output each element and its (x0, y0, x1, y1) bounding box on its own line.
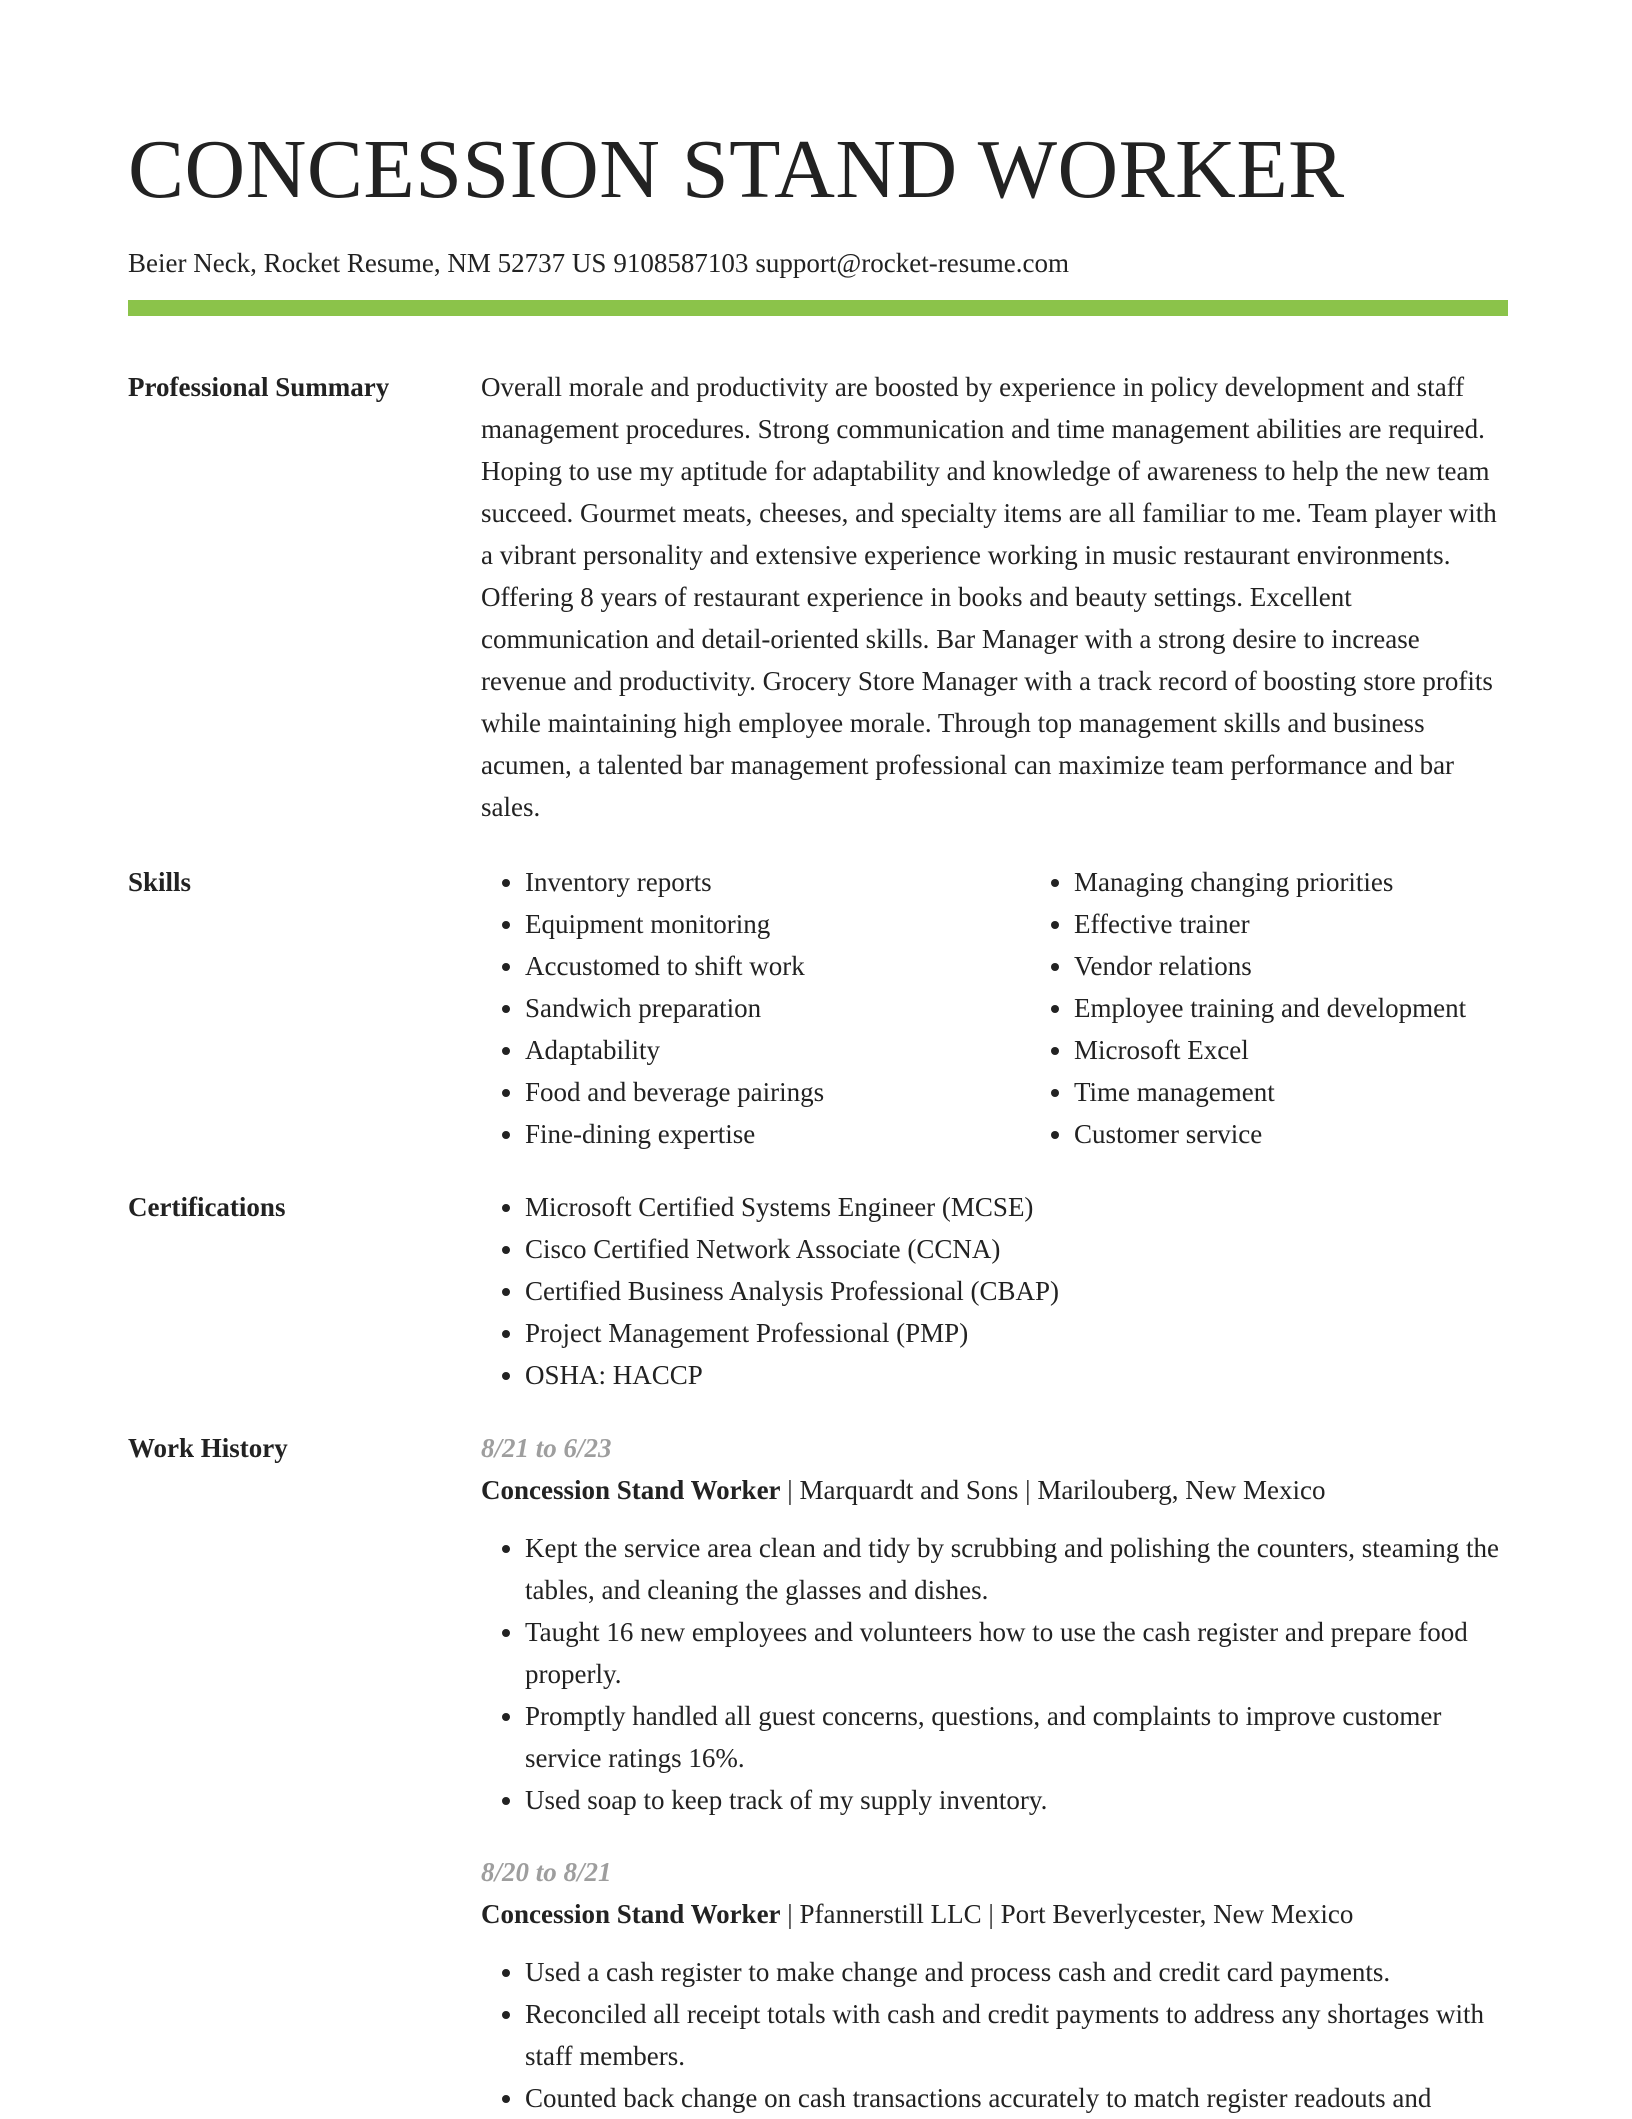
job-duty: • Used soap to keep track of my supply inventory. (525, 1779, 1508, 1821)
job-duties-list (481, 1527, 1508, 1821)
job-heading (481, 1469, 1508, 1511)
certifications-list (481, 1186, 1508, 1396)
skills-list-right (1030, 861, 1579, 1155)
job-dates: 8/20 to 8/21 (481, 1857, 612, 1887)
certifications-heading: Certifications (128, 1192, 286, 1222)
job-title: Concession Stand Worker (481, 1899, 781, 1929)
skill-item: • Sandwich preparation (525, 987, 1030, 1029)
job-employer-location: | Pfannerstill LLC | Port Beverlycester, New Mexico (780, 1899, 1354, 1929)
job-duty: • Kept the service area clean and tidy by scrubbing and polishing the counters, steaming the tables, and cleaning the glasses and dishes. (525, 1527, 1508, 1611)
job-duty: • Used a cash register to make change and process cash and credit card payments. (525, 1951, 1508, 1993)
header-divider (128, 300, 1508, 316)
candidate-name: CONCESSION STAND WORKER (128, 123, 1345, 216)
skill-item: • Microsoft Excel (1074, 1029, 1579, 1071)
job-duty: • Promptly handled all guest concerns, questions, and complaints to improve customer service ratings 16%. (525, 1695, 1508, 1779)
summary-heading: Professional Summary (128, 372, 390, 402)
job-entry (481, 1427, 1508, 1821)
skill-item: • Fine-dining expertise (525, 1113, 1030, 1155)
certification-item: • Microsoft Certified Systems Engineer (MCSE) (525, 1186, 1508, 1228)
skill-item: • Employee training and development (1074, 987, 1579, 1029)
skill-item: • Vendor relations (1074, 945, 1579, 987)
contact-email: support@rocket-resume.com (755, 248, 1069, 278)
job-duty: • Reconciled all receipt totals with cash and credit payments to address any shortages with staff members. (525, 1993, 1508, 2077)
contact-line (128, 246, 1508, 280)
contact-address: Beier Neck, Rocket Resume, NM 52737 US (128, 248, 607, 278)
summary-section (128, 366, 1508, 828)
job-heading (481, 1893, 1508, 1935)
skill-item: • Equipment monitoring (525, 903, 1030, 945)
job-duties-list (481, 1951, 1508, 2119)
job-employer-location: | Marquardt and Sons | Marilouberg, New Mexico (780, 1475, 1326, 1505)
skill-item: • Customer service (1074, 1113, 1579, 1155)
certifications-section (128, 1186, 1508, 1396)
job-duty: • Counted back change on cash transactions accurately to match register readouts and (525, 2077, 1508, 2119)
skill-item: • Adaptability (525, 1029, 1030, 1071)
skills-list-left (481, 861, 1030, 1155)
skills-section (128, 861, 1508, 1155)
work-history-heading: Work History (128, 1433, 288, 1463)
certification-item: • Project Management Professional (PMP) (525, 1312, 1508, 1354)
certification-item: • Cisco Certified Network Associate (CCNA) (525, 1228, 1508, 1270)
skill-item: • Food and beverage pairings (525, 1071, 1030, 1113)
skill-item: • Accustomed to shift work (525, 945, 1030, 987)
job-duty: • Taught 16 new employees and volunteers how to use the cash register and prepare food properly. (525, 1611, 1508, 1695)
skill-item: • Inventory reports (525, 861, 1030, 903)
skill-item: • Time management (1074, 1071, 1579, 1113)
certification-item: • Certified Business Analysis Professional (CBAP) (525, 1270, 1508, 1312)
skills-heading: Skills (128, 867, 192, 897)
summary-text: Overall morale and productivity are boosted by experience in policy development and staff management procedures. Strong communication and time management abilities are required. Hoping to use my aptitude for adaptability and knowledge of awareness to help the new team succeed. Gourmet meats, cheeses, and specialty items are all familiar to me. Team player with a vibrant personality and extensive experience working in music restaurant environments. Offering 8 years of restaurant experience in books and beauty settings. Excellent communication and detail-oriented skills. Bar Manager with a strong desire to increase revenue and productivity. Grocery Store Manager with a track record of boosting store profits while maintaining high employee morale. Through top management skills and business acumen, a talented bar management professional can maximize team performance and bar sales. (481, 372, 1497, 822)
resume-page (128, 0, 1508, 2119)
job-entry (481, 1851, 1508, 2119)
skill-item: • Managing changing priorities (1074, 861, 1579, 903)
certification-item: • OSHA: HACCP (525, 1354, 1508, 1396)
contact-phone: 9108587103 (613, 248, 749, 278)
job-dates: 8/21 to 6/23 (481, 1433, 612, 1463)
job-title: Concession Stand Worker (481, 1475, 781, 1505)
skill-item: • Effective trainer (1074, 903, 1579, 945)
work-history-section (128, 1427, 1508, 2119)
